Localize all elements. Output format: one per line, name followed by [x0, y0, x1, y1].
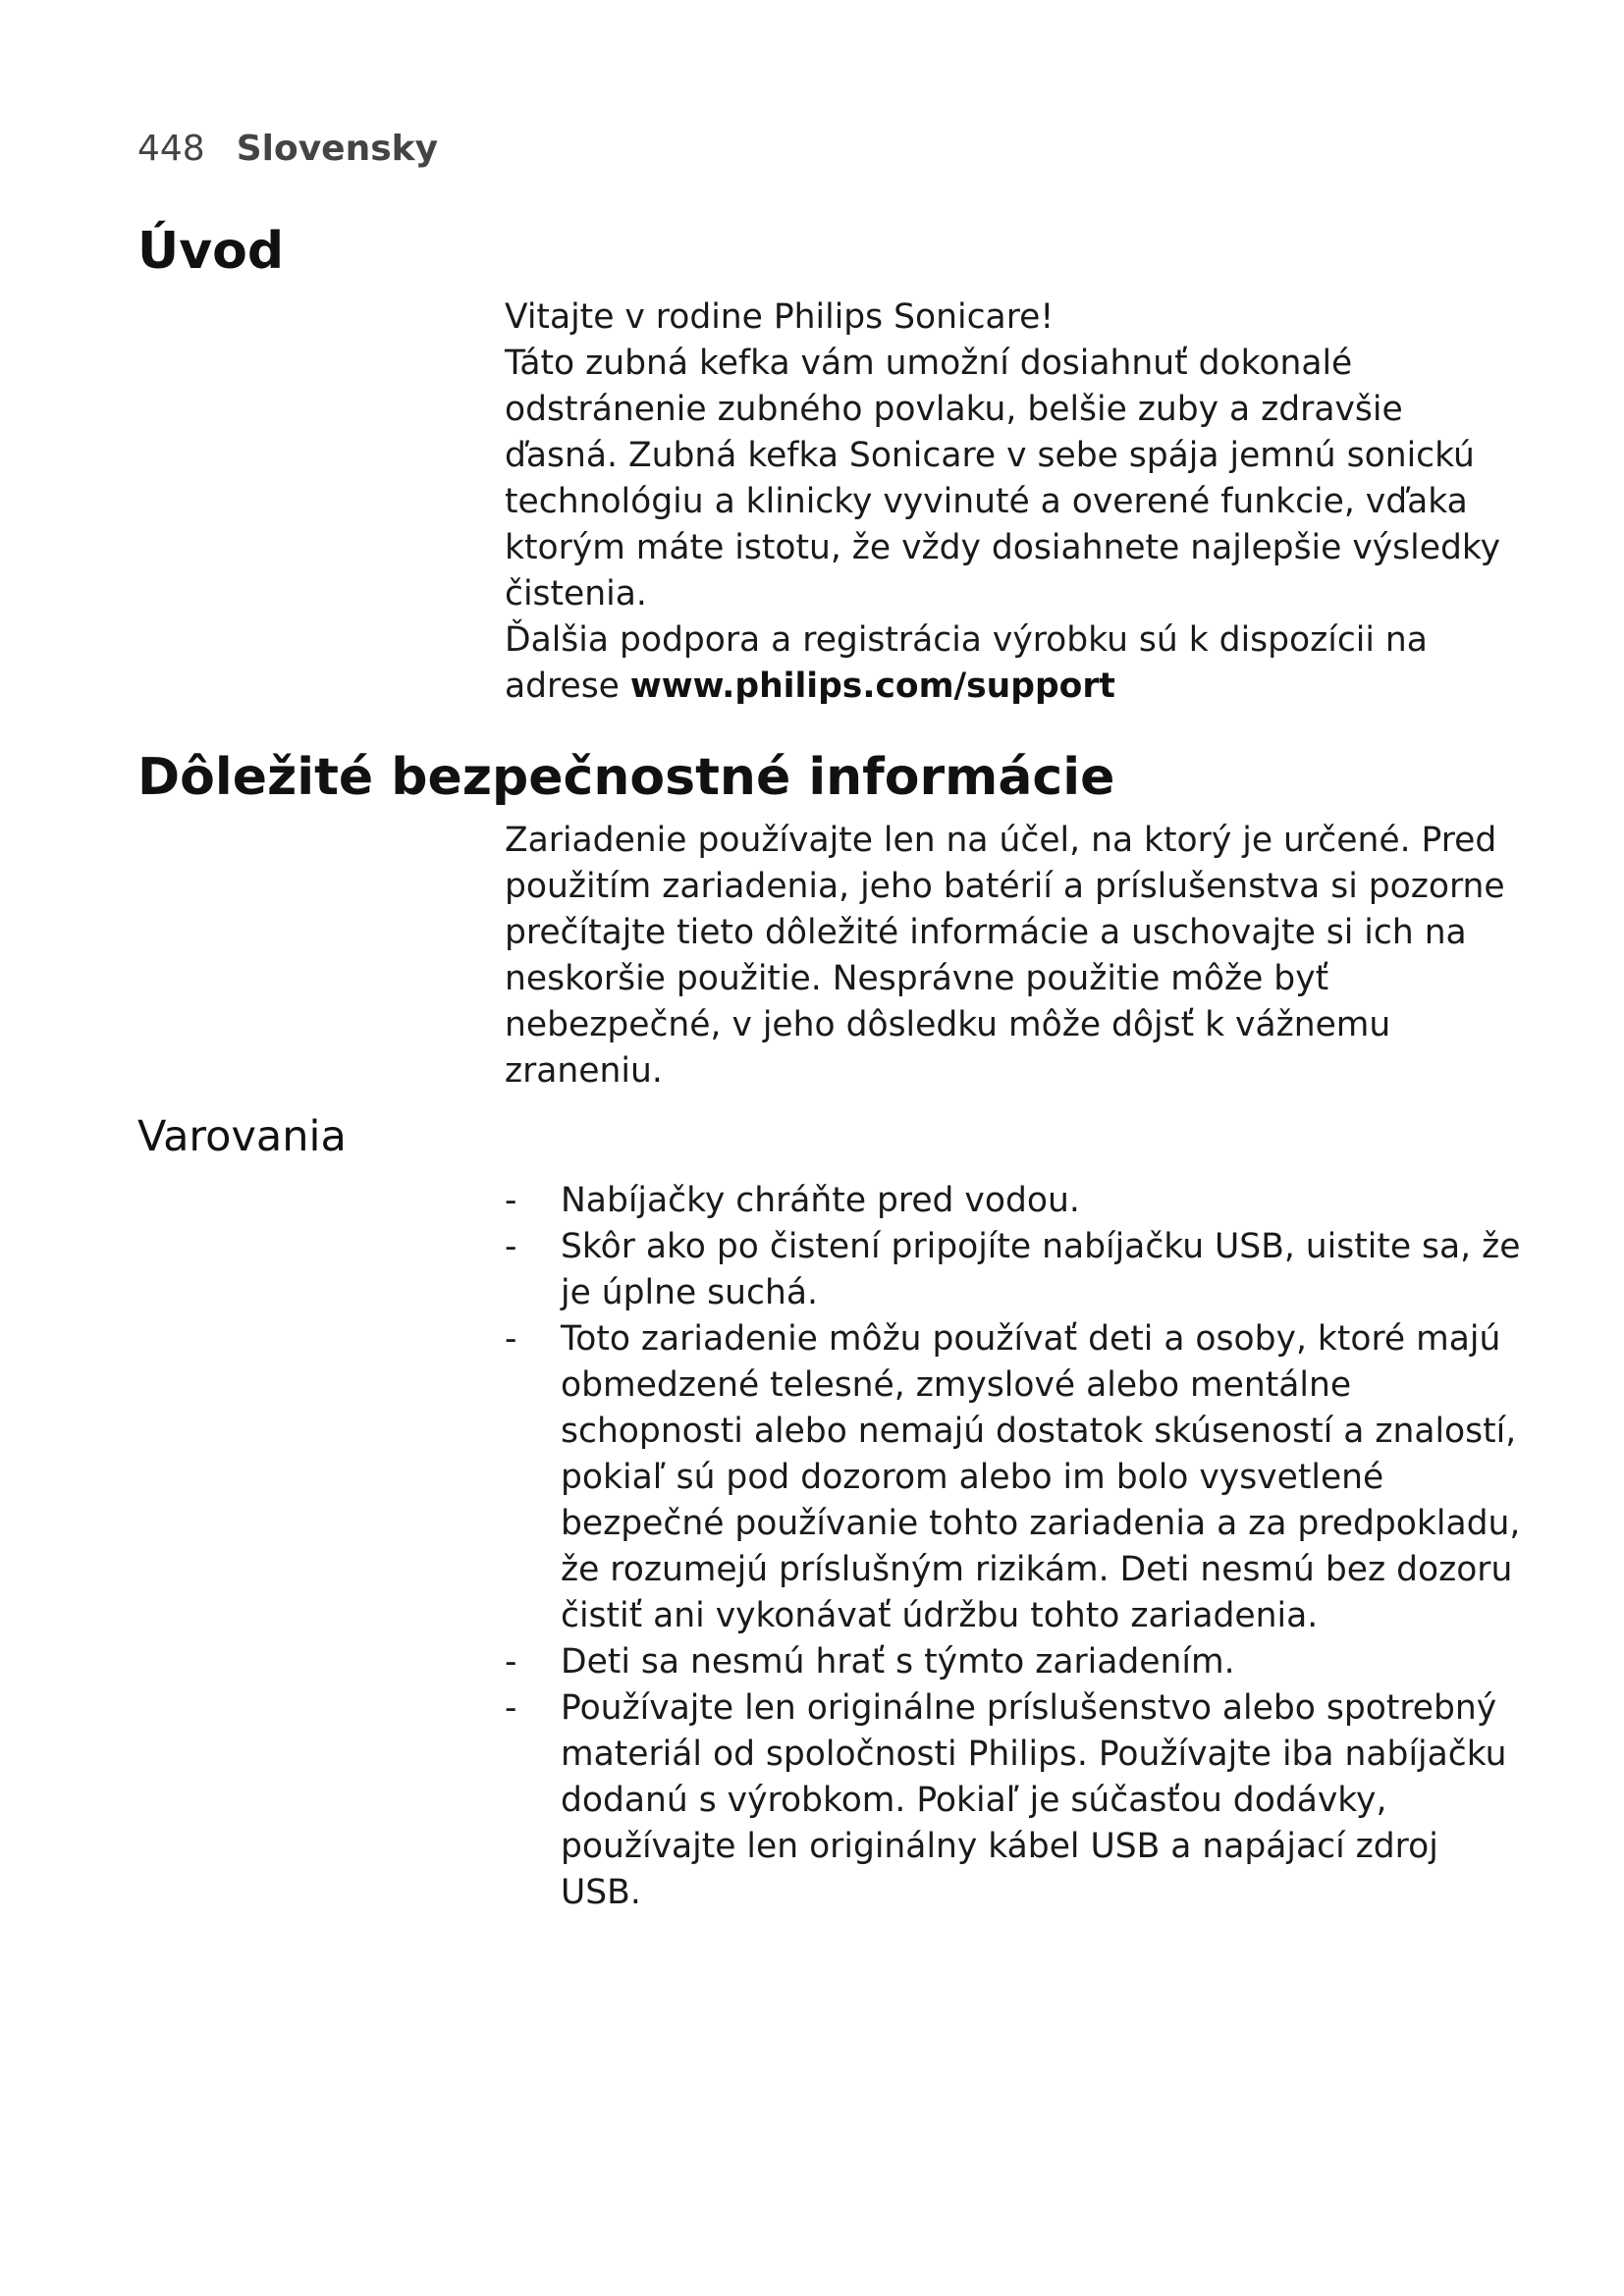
- intro-paragraph-support: [505, 617, 1526, 710]
- intro-body: [505, 294, 1526, 710]
- list-item: [505, 1685, 1526, 1916]
- list-item-text: Deti sa nesmú hrať s týmto zariadením.: [561, 1642, 1235, 1682]
- warnings-body: [505, 1178, 1526, 1916]
- intro-paragraph-welcome: Vitajte v rodine Philips Sonicare!: [505, 297, 1055, 337]
- bullet-dash: -: [505, 1181, 517, 1220]
- safety-body: [505, 818, 1526, 1095]
- support-link[interactable]: www.philips.com/support: [629, 667, 1115, 706]
- warnings-heading: Varovania: [137, 1112, 347, 1161]
- list-item: [505, 1224, 1526, 1316]
- intro-heading: Úvod: [137, 222, 285, 281]
- list-item-text: Toto zariadenie môžu používať deti a osoby, ktoré majú obmedzené telesné, zmyslové alebo mentálne schopnosti alebo nemajú dostatok skúseností a znalostí, pokiaľ sú pod dozorom alebo im bolo vysvetlené bezpečné používanie tohto zariadenia a za predpokladu, že rozumejú príslušným rizikám. Deti nesmú bez dozoru čistiť ani vykonávať údržbu tohto zariadenia.: [561, 1319, 1521, 1635]
- safety-heading: Dôležité bezpečnostné informácie: [137, 748, 1115, 807]
- page-number: 448: [137, 129, 205, 169]
- list-item-text: Nabíjačky chráňte pred vodou.: [561, 1181, 1080, 1220]
- list-item: [505, 1316, 1526, 1639]
- bullet-dash: -: [505, 1642, 517, 1682]
- language-label: Slovensky: [236, 129, 439, 169]
- warnings-list: [505, 1178, 1526, 1916]
- intro-paragraph-description: Táto zubná kefka vám umožní dosiahnuť dokonalé odstránenie zubného povlaku, belšie zuby a zdravšie ďasná. Zubná kefka Sonicare v sebe spája jemnú sonickú technológiu a klinicky vyvinuté a overené funkcie, vďaka ktorým máte istotu, že vždy dosiahnete najlepšie výsledky čistenia.: [505, 344, 1501, 614]
- bullet-dash: -: [505, 1688, 517, 1728]
- bullet-dash: -: [505, 1227, 517, 1266]
- list-item-text: Používajte len originálne príslušenstvo alebo spotrebný materiál od spoločnosti Philips. Používajte iba nabíjačku dodanú s výrobkom. Pokiaľ je súčasťou dodávky, používajte len originálny kábel USB a napájací zdroj USB.: [561, 1688, 1507, 1912]
- page-header: [137, 128, 438, 171]
- support-text: Ďalšia podpora a registrácia výrobku sú k dispozícii na adrese: [505, 620, 1428, 706]
- bullet-dash: -: [505, 1319, 517, 1359]
- list-item: [505, 1639, 1526, 1685]
- safety-paragraph: Zariadenie používajte len na účel, na ktorý je určené. Pred použitím zariadenia, jeho batérií a príslušenstva si pozorne prečítajte tieto dôležité informácie a uschovajte si ich na neskoršie použitie. Nesprávne použitie môže byť nebezpečné, v jeho dôsledku môže dôjsť k vážnemu zraneniu.: [505, 821, 1505, 1091]
- list-item-text: Skôr ako po čistení pripojíte nabíjačku USB, uistite sa, že je úplne suchá.: [561, 1227, 1521, 1312]
- list-item: [505, 1178, 1526, 1224]
